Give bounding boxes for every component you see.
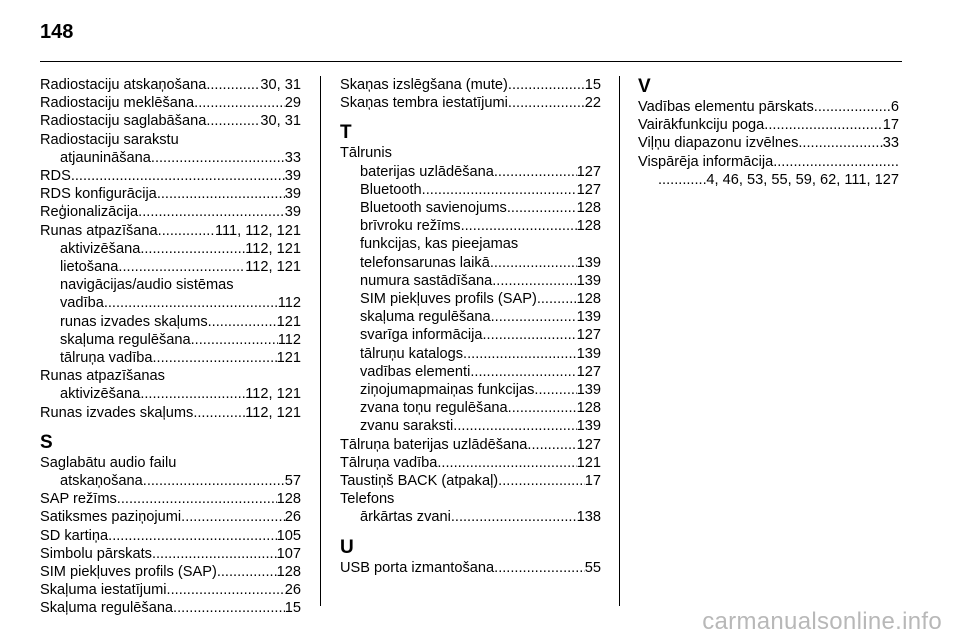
page-reference: 112 [277,295,301,312]
dot-leader [494,559,585,577]
index-subentry [340,363,601,381]
entry-term: lietošana [60,259,119,276]
entry-term: atjaunināšana [60,149,151,166]
index-subentry [40,349,301,367]
page-reference: 33 [882,135,899,152]
page-reference: 138 [576,509,601,526]
entry-term: Tālruņa vadība [340,454,438,471]
page-reference: 39 [284,204,301,221]
dot-leader [217,563,277,581]
entry-term: Tālrunis [340,145,392,162]
index-entry [40,222,301,240]
index-entry [40,203,301,221]
index-entry [40,167,301,185]
entry-term: Tālruņa baterijas uzlādēšana [340,436,528,453]
index-subentry [40,258,301,276]
index-column-1 [40,76,301,618]
index-entry [638,116,899,134]
index-subentry [340,163,601,181]
entry-term: SD kartiņa [40,527,109,544]
dot-leader [118,258,245,276]
dot-leader [508,399,577,417]
index-entry [340,94,601,112]
index-entry [340,144,601,162]
page-reference: 55 [584,559,601,576]
dot-leader [108,527,277,545]
page-reference: 128 [576,291,601,308]
dot-leader [453,417,576,435]
entry-term: Simbolu pārskats [40,545,152,562]
dot-leader [193,404,245,422]
index-subentry [40,385,301,403]
dot-leader [470,363,576,381]
page-reference: 121 [276,350,301,367]
dot-leader [527,436,576,454]
page-reference: 17 [584,473,601,490]
entry-term: numura sastādīšana [360,272,493,289]
page-reference: 33 [284,149,301,166]
index-column-3 [638,76,899,189]
dot-leader [191,331,278,349]
entry-term: Skaņas izslēgšana (mute) [340,77,508,93]
index-subentry [340,181,601,199]
page-reference: 139 [576,309,601,326]
entry-term: baterijas uzlādēšana [360,163,494,180]
dot-leader [491,308,577,326]
dot-leader [117,490,277,508]
dot-leader [482,326,576,344]
index-entry [40,185,301,203]
dot-leader [814,98,891,116]
index-subentry [340,381,601,399]
entry-term: navigācijas/audio sistēmas [60,277,234,294]
page-number: 148 [40,21,74,43]
index-subentry [340,508,601,526]
dot-leader [194,94,285,112]
entry-term: Telefons [340,491,395,508]
dot-leader [508,94,585,112]
index-subentry [340,199,601,217]
page-reference: 17 [882,117,899,134]
page-reference: 4, 46, 53, 55, 59, 62, 111, 127 [706,171,899,188]
index-entry [340,76,601,94]
dot-leader [451,508,577,526]
dot-leader [798,134,882,152]
entry-term: Vadības elementu pārskats [638,99,814,115]
entry-term: Skaļuma regulēšana [40,600,174,617]
index-letter-heading: T [340,122,352,144]
entry-term: Taustiņš BACK (atpakaļ) [340,473,499,490]
entry-term: zvana toņu regulēšana [360,400,508,417]
index-entry [40,508,301,526]
index-subentry [340,326,601,344]
page-reference: 112 [277,331,301,348]
entry-term: Skaņas tembra iestatījumi [340,95,508,112]
dot-leader [173,599,285,617]
entry-term: tālruņu katalogs [360,345,464,362]
entry-term: Vairākfunkciju poga [638,117,765,134]
page-reference: 127 [576,436,601,453]
index-subentry [340,254,601,272]
page-reference: 39 [284,168,301,185]
index-entry [40,131,301,149]
page-reference: 121 [276,313,301,330]
index-subentry [340,290,601,308]
page-reference: 127 [576,181,601,198]
index-entry [340,436,601,454]
dot-leader [764,116,882,134]
page-reference: 139 [576,254,601,271]
dot-leader [143,472,285,490]
page-reference: 128 [276,491,301,508]
dot-leader [490,254,577,272]
entry-term: Satiksmes paziņojumi [40,509,182,526]
entry-term: zvanu saraksti [360,418,454,435]
entry-term: Runas izvades skaļums [40,404,194,421]
dot-leader [206,76,260,94]
dot-leader [508,76,585,94]
dot-leader [422,181,577,199]
entry-term: tālruņa vadība [60,350,153,367]
dot-leader [140,385,245,403]
entry-term: Bluetooth [360,181,422,198]
index-entry [638,98,899,116]
entry-term: Viļņu diapazonu izvēlnes [638,135,799,152]
entry-term: brīvroku režīms [360,218,461,235]
page-reference: 15 [284,600,301,617]
entry-term: RDS [40,168,71,185]
page-reference: 127 [576,363,601,380]
page-reference: 112, 121 [245,259,301,276]
page-reference: 26 [284,509,301,526]
index-entry [40,599,301,617]
column-divider [619,76,620,606]
index-entry [340,559,601,577]
entry-term: aktivizēšana [60,240,141,257]
page-reference: 128 [576,200,601,217]
index-entry [40,581,301,599]
dot-leader [138,203,285,221]
dot-leader [537,290,577,308]
page-reference: 139 [576,272,601,289]
index-subentry [40,331,301,349]
entry-term: Radiostaciju atskaņošana [40,77,207,93]
dot-leader [140,240,245,258]
page-reference: 57 [284,473,301,490]
page-reference: 22 [584,95,601,112]
index-entry [40,563,301,581]
dot-leader [492,272,576,290]
page-reference: 128 [576,400,601,417]
entry-term: telefonsarunas laikā [360,254,490,271]
entry-term: funkcijas, kas pieejamas [360,236,519,253]
page-reference: 29 [284,95,301,112]
index-entry [638,134,899,152]
entry-term: SAP režīms [40,491,117,508]
entry-term: Bluetooth savienojums [360,200,507,217]
index-subentry [340,308,601,326]
entry-term: SIM piekļuves profils (SAP) [360,291,537,308]
page-reference: 128 [276,564,301,581]
dot-leader [104,294,278,312]
index-subentry [40,294,301,312]
index-subentry [340,235,601,253]
index-entry [340,472,601,490]
page-reference: 26 [284,582,301,599]
entry-term: Runas atpazīšana [40,222,158,239]
index-letter-heading: U [340,536,354,558]
watermark: carmanualsonline.info [702,608,942,635]
index-subentry [40,313,301,331]
page-reference: 112, 121 [245,404,301,421]
index-subentry [340,345,601,363]
entry-term: vadība [60,295,104,312]
index-subentry [340,417,601,435]
index-entry [40,404,301,422]
dot-leader [181,508,285,526]
column-divider [320,76,321,606]
dot-leader [461,217,577,235]
dot-leader [463,345,577,363]
page-reference: 128 [576,218,601,235]
page-reference: 112, 121 [245,386,301,403]
page-reference: 39 [284,186,301,203]
index-subentry [40,149,301,167]
index-column-2 [340,76,601,577]
dot-leader [71,167,285,185]
page-reference: 112, 121 [245,240,301,257]
index-entry [40,367,301,385]
index-entry [40,94,301,112]
entry-term: Reģionalizācija [40,204,139,221]
entry-term: ārkārtas zvani [360,509,451,526]
entry-term: USB porta izmantošana [340,559,495,576]
page-reference: 107 [276,545,301,562]
index-letter-heading: S [40,431,53,453]
index-entry [638,153,899,171]
page-reference: 127 [576,163,601,180]
page-reference: 139 [576,345,601,362]
entry-term: svarīga informācija [360,327,483,344]
index-entry [40,545,301,563]
entry-term: Radiostaciju sarakstu [40,131,179,148]
dot-leader [534,381,576,399]
entry-term: RDS konfigurācija [40,186,157,203]
entry-term: Runas atpazīšanas [40,368,165,385]
dot-leader [167,581,285,599]
entry-term: Radiostaciju meklēšana [40,95,195,112]
dot-leader [498,472,585,490]
index-subentry [340,217,601,235]
entry-term: atskaņošana [60,473,143,490]
index-entry [340,490,601,508]
index-subentry [40,276,301,294]
page-reference: 105 [276,527,301,544]
page-reference: 127 [576,327,601,344]
entry-term: Vispārēja informācija [638,153,774,170]
index-entry [40,76,301,94]
entry-term: skaļuma regulēšana [60,331,191,348]
index-subentry [638,171,899,189]
page-reference: 139 [576,418,601,435]
entry-term: ziņojumapmaiņas funkcijas [360,382,535,399]
page-reference: 139 [576,382,601,399]
index-letter-heading: V [638,76,651,97]
index-entry [40,454,301,472]
dot-leader [206,112,260,130]
dot-leader [157,185,285,203]
index-entry [340,454,601,472]
dot-leader [151,149,285,167]
page-reference: 30, 31 [260,113,301,130]
page-reference: 30, 31 [260,77,301,93]
dot-leader [152,545,277,563]
index-subentry [340,399,601,417]
index-subentry [40,240,301,258]
entry-term: aktivizēšana [60,386,141,403]
entry-term: Saglabātu audio failu [40,454,177,471]
page-reference: 121 [576,454,601,471]
dot-leader [153,349,277,367]
dot-leader [494,163,577,181]
dot-leader [208,313,277,331]
dot-leader [658,171,706,189]
index-subentry [340,272,601,290]
dot-leader [158,222,215,240]
dot-leader [437,454,576,472]
index-subentry [40,472,301,490]
page-reference: 111, 112, 121 [214,222,301,239]
entry-term: vadības elementi [360,363,471,380]
index-entry [40,112,301,130]
entry-term: Skaļuma iestatījumi [40,582,167,599]
entry-term: runas izvades skaļums [60,313,208,330]
index-entry [40,490,301,508]
page-reference: 6 [890,99,899,115]
entry-term: skaļuma regulēšana [360,309,491,326]
dot-leader [507,199,577,217]
entry-term: Radiostaciju saglabāšana [40,113,207,130]
entry-term: SIM piekļuves profils (SAP) [40,564,217,581]
dot-leader [773,153,899,171]
page-reference: 15 [584,77,601,93]
index-entry [40,527,301,545]
header-rule [40,61,902,62]
